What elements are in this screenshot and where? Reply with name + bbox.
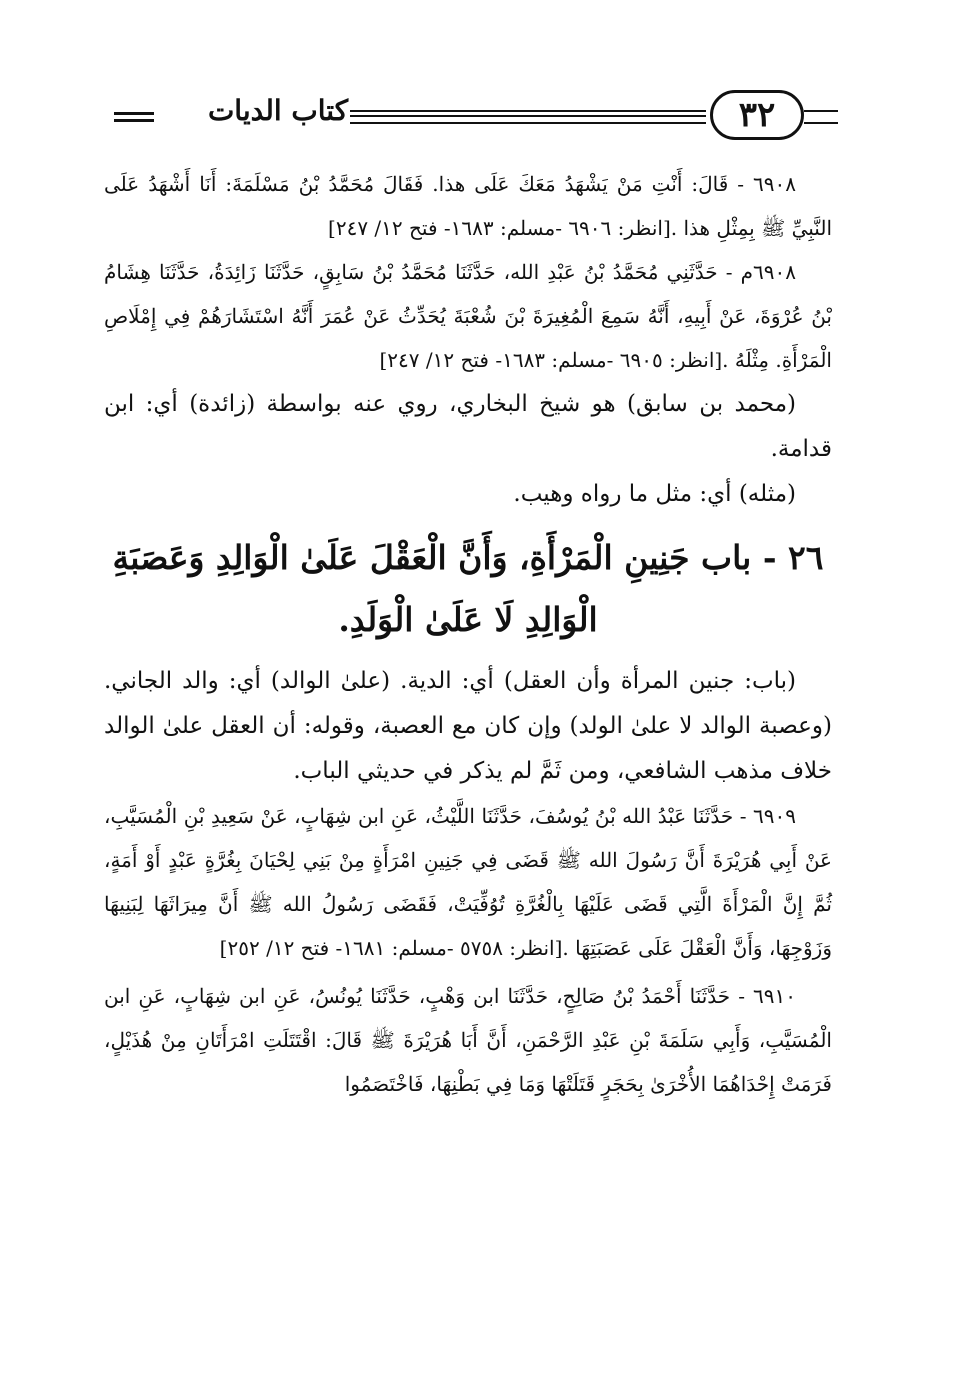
chapter-commentary: (باب: جنين المرأة وأن العقل) أي: الدية. (علىٰ الوالد) أي: والد الجاني. (وعصبة الوالد لا علىٰ الولد) وإن كان مع العصبة، وقوله: أن العقل علىٰ الوالد خلاف مذهب الشافعي، ومن ثَمَّ لم يذكر في حديثي الباب. <box>104 668 832 784</box>
header-ornament-right <box>804 110 838 124</box>
hadith-6908: ٦٩٠٨ - قَالَ: أَنْتِ مَنْ يَشْهَدُ مَعَكَ عَلَى هذا. فَقَالَ مُحَمَّدُ بْنُ مَسْلَمَةَ: أَنَا أَشْهَدُ عَلَى النَّبِيِّ ﷺ بِمِثْلِ هذا .[انظر: ٦٩٠٦ -مسلم: ١٦٨٣- فتح ١٢/ ٢٤٧] <box>104 172 832 240</box>
header-ornament-left <box>114 112 154 122</box>
hadith-6909: ٦٩٠٩ - حَدَّثَنَا عَبْدُ الله بْنُ يُوسُفَ، حَدَّثَنَا اللَّيْثُ، عَنِ ابن شِهَابٍ، عَنْ سَعِيدِ بْنِ الْمُسَيَّبِ، عَنْ أَبِي هُرَيْرَةَ أَنَّ رَسُولَ الله ﷺ قَضَى فِي جَنِينِ امْرَأَةٍ مِنْ بَنِي لِحْيَانَ بِغُرَّةٍ عَبْدٍ أَوْ أَمَةٍ، ثُمَّ إِنَّ الْمَرْأَةَ الَّتِي قَضَى عَلَيْهَا بِالْغُرَّةِ تُوُفِّيَتْ، فَقَضَى رَسُولُ الله ﷺ أَنَّ مِيرَاثَهَا لِبَنِيهَا وَزَوْجِهَا، وَأَنَّ الْعَقْلَ عَلَى عَصَبَتِهَا .[انظر: ٥٧٥٨ -مسلم: ١٦٨١- فتح ١٢/ ٢٥٢] <box>104 804 832 960</box>
page-body <box>104 162 832 1106</box>
book-title: كتاب الديات <box>207 94 349 127</box>
header-rule <box>350 110 706 124</box>
hadith-6910: ٦٩١٠ - حَدَّثَنَا أَحْمَدُ بْنُ صَالِحٍ، حَدَّثَنَا ابن وَهْبٍ، حَدَّثَنَا يُونُسُ، عَنِ ابن شِهَابٍ، عَنِ ابن الْمُسَيَّبِ، وَأَبِي سَلَمَةَ بْنِ عَبْدِ الرَّحْمَنِ، أَنَّ أَبَا هُرَيْرَةَ ﷺ قَالَ: اقْتَتَلَتِ امْرَأَتَانِ مِنْ هُذَيْلٍ، فَرَمَتْ إِحْدَاهُمَا الأُخْرَىٰ بِحَجَرٍ قَتَلَتْهَا وَمَا فِي بَطْنِهَا، فَاخْتَصَمُوا <box>104 984 832 1096</box>
page-header <box>100 88 838 152</box>
page-number: ٣٢ <box>710 90 804 140</box>
commentary-note: (مثله) أي: مثل ما رواه وهيب. <box>513 481 796 507</box>
hadith-6908m: ٦٩٠٨م - حَدَّثَنِي مُحَمَّدُ بْنُ عَبْدِ الله، حَدَّثَنَا مُحَمَّدُ بْنُ سَابِقٍ، حَدَّثَنَا زَائِدَةُ، حَدَّثَنَا هِشَامُ بْنُ عُرْوَةَ، عَنْ أَبِيهِ، أَنَّهُ سَمِعَ الْمُغِيرَةَ بْنَ شُعْبَةَ يُحَدِّثُ عَنْ عُمَرَ أَنَّهُ اسْتَشَارَهُمْ فِي إِمْلَاصِ الْمَرْأَةِ. مِثْلَهُ .[انظر: ٦٩٠٥ -مسلم: ١٦٨٣- فتح ١٢/ ٢٤٧] <box>104 260 832 372</box>
chapter-heading: ٢٦ - باب جَنِينِ الْمَرْأَةِ، وَأَنَّ الْعَقْلَ عَلَىٰ الْوَالِدِ وَعَصَبَةِ الْوَالِدِ لَا عَلَىٰ الْوَلَدِ. <box>112 538 824 639</box>
commentary-note: (محمد بن سابق) هو شيخ البخاري، روي عنه بواسطة (زائدة) أي: ابن قدامة. <box>104 391 832 462</box>
